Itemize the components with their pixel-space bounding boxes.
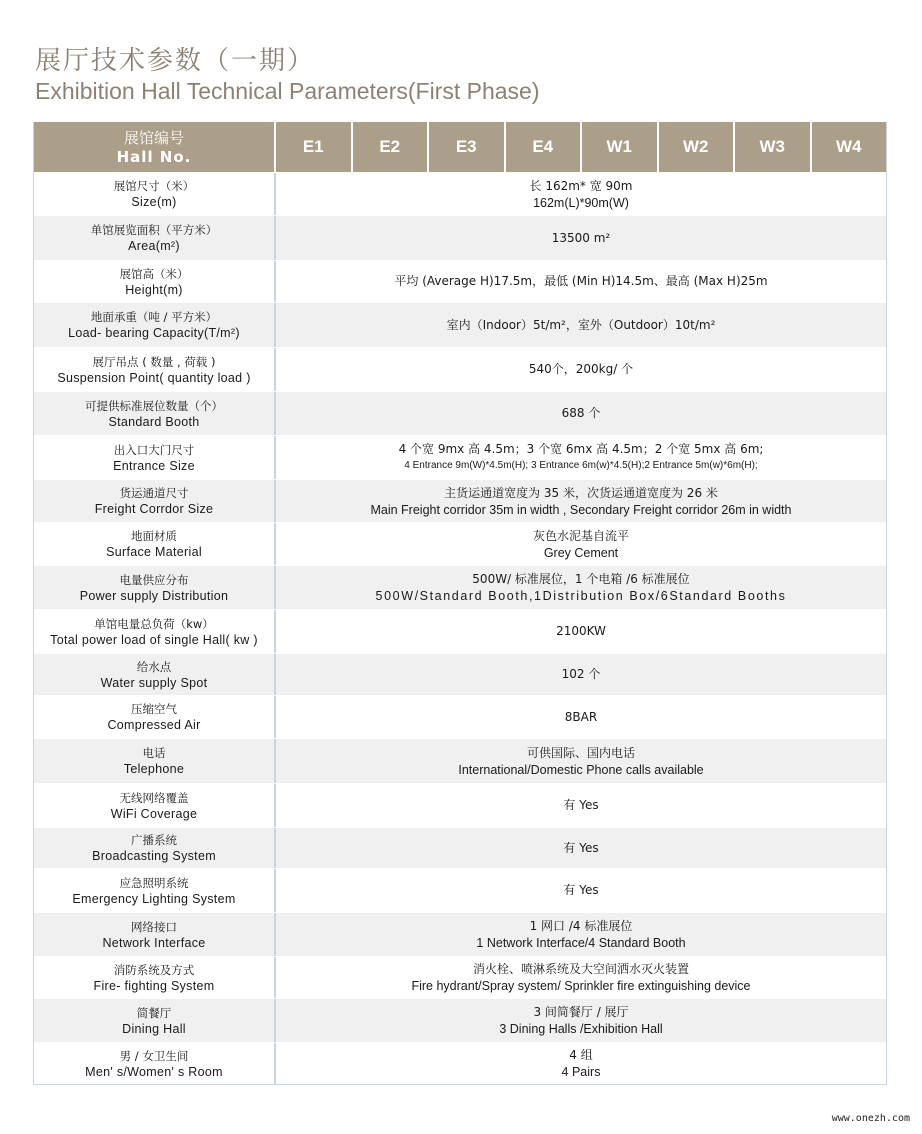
row-value-secondary: International/Domestic Phone calls available (458, 762, 704, 777)
row-value-primary: 2100KW (556, 624, 606, 638)
row-value (276, 523, 886, 565)
row-label (34, 999, 276, 1042)
row-label-cn: 货运通道尺寸 (119, 486, 189, 500)
row-value (276, 654, 886, 695)
table-row (34, 565, 886, 609)
row-label-cn: 电话 (142, 746, 166, 760)
row-value (276, 261, 886, 302)
row-value-primary: 500W/ 标准展位，1 个电箱 /6 标准展位 (472, 572, 690, 586)
row-value-primary: 4 个宽 9mx 高 4.5m；3 个宽 6mx 高 4.5m；2 个宽 5mx 高 6m; (398, 442, 764, 456)
row-value (276, 1043, 886, 1084)
row-label (34, 480, 276, 522)
row-label-cn: 单馆电量总负荷（kw） (94, 616, 214, 631)
row-value-secondary: 500W/Standard Booth,1Distribution Box/6Standard Booths (375, 589, 787, 603)
row-value-primary: 1 网口 /4 标准展位 (529, 919, 633, 933)
row-value-secondary: 1 Network Interface/4 Standard Booth (476, 936, 686, 950)
parameters-table (33, 122, 887, 1085)
row-value-primary: 有 Yes (563, 883, 599, 897)
row-label-en: Network Interface (102, 935, 206, 950)
row-value (276, 173, 886, 215)
hall-no-label-en: Hall No. (116, 147, 192, 166)
row-value (276, 436, 886, 479)
table-row (34, 435, 886, 479)
table-row (34, 695, 886, 738)
row-label-cn: 给水点 (136, 659, 172, 674)
row-label (34, 1043, 276, 1084)
row-value-primary: 消火栓、喷淋系统及大空间洒水灭火装置 (472, 962, 689, 976)
row-label (34, 566, 276, 609)
row-value-primary: 有 Yes (563, 798, 599, 812)
table-row (34, 783, 886, 827)
row-label (34, 739, 276, 783)
row-label-cn: 网络接口 (131, 919, 177, 934)
row-label (34, 392, 276, 435)
row-value-primary: 102 个 (561, 667, 601, 681)
row-value (276, 869, 886, 912)
row-value (276, 216, 886, 260)
table-header (34, 122, 886, 172)
table-row (34, 653, 886, 695)
row-value-secondary: 162m(L)*90m(W) (533, 195, 629, 210)
table-row (34, 912, 886, 956)
row-label-en: Water supply Spot (100, 675, 208, 690)
page-title-cn: 展厅技术参数（一期） (35, 46, 316, 76)
hall-column-e2: E2 (353, 122, 430, 172)
row-label (34, 348, 276, 391)
row-label-cn: 电量供应分布 (119, 572, 189, 587)
table-row (34, 347, 886, 391)
row-label-en: Telephone (123, 762, 185, 776)
hall-columns (276, 122, 886, 172)
row-label-en: Height(m) (125, 282, 183, 297)
table-row (34, 479, 886, 522)
hall-column-e4: E4 (506, 122, 583, 172)
row-value-secondary: 3 Dining Halls /Exhibition Hall (499, 1022, 663, 1036)
table-row (34, 998, 886, 1042)
hall-no-header (34, 122, 276, 172)
row-label-en: Size(m) (131, 195, 177, 209)
row-label-en: Suspension Point( quantity load ) (57, 370, 251, 385)
row-value-primary: 灰色水泥基自流平 (532, 528, 629, 543)
row-label-en: Dining Hall (122, 1021, 186, 1036)
row-label-en: Load- bearing Capacity(T/m²) (68, 326, 240, 340)
row-value (276, 392, 886, 435)
row-value-primary: 室内（Indoor）5t/m²，室外（Outdoor）10t/m² (446, 317, 716, 332)
row-value-secondary: 4 Pairs (561, 1065, 601, 1079)
row-value-primary: 主货运通道宽度为 35 米，次货运通道宽度为 26 米 (444, 485, 718, 500)
row-label-en: Men' s/Women' s Room (85, 1064, 223, 1079)
row-label-cn: 单馆展览面积（平方米） (90, 223, 218, 237)
row-label-cn: 消防系统及方式 (113, 962, 195, 977)
row-value (276, 696, 886, 738)
row-label (34, 654, 276, 695)
row-value (276, 957, 886, 998)
row-value-primary: 4 组 (569, 1048, 593, 1062)
table-body (34, 172, 886, 1084)
row-value-primary: 8BAR (564, 709, 598, 724)
hall-no-label-cn: 展馆编号 (123, 128, 184, 147)
table-row (34, 172, 886, 215)
row-label-en: Freight Corrdor Size (94, 502, 214, 516)
row-value (276, 348, 886, 391)
page-title-en: Exhibition Hall Technical Parameters(First Phase) (35, 78, 540, 104)
row-label-en: Surface Material (106, 545, 202, 559)
row-value (276, 828, 886, 868)
row-value-primary: 长 162m* 宽 90m (529, 178, 633, 193)
row-value-secondary: Fire hydrant/Spray system/ Sprinkler fire extinguishing device (411, 979, 751, 993)
row-value-secondary: Main Freight corridor 35m in width , Secondary Freight corridor 26m in width (370, 502, 792, 517)
table-row (34, 1042, 886, 1084)
row-value (276, 913, 886, 956)
hall-column-e3: E3 (429, 122, 506, 172)
table-row (34, 956, 886, 998)
row-label-en: Emergency Lighting System (72, 891, 236, 906)
row-label (34, 261, 276, 302)
row-value (276, 739, 886, 783)
row-label (34, 610, 276, 653)
table-row (34, 522, 886, 565)
table-row (34, 827, 886, 868)
row-value-secondary: Grey Cement (543, 545, 619, 560)
table-row (34, 609, 886, 653)
row-label-en: Broadcasting System (92, 849, 216, 863)
table-row (34, 215, 886, 260)
row-label (34, 303, 276, 347)
row-value-primary: 可供国际、国内电话 (526, 745, 635, 760)
row-label (34, 173, 276, 215)
row-label (34, 828, 276, 868)
row-label-cn: 压缩空气 (131, 702, 177, 716)
row-label (34, 784, 276, 827)
row-value (276, 566, 886, 609)
hall-column-w3: W3 (735, 122, 812, 172)
row-label-cn: 应急照明系统 (119, 875, 189, 890)
hall-column-e1: E1 (276, 122, 353, 172)
row-value-primary: 688 个 (561, 406, 601, 420)
row-label-cn: 展馆尺寸（米） (113, 179, 195, 193)
row-label (34, 696, 276, 738)
row-label-en: Entrance Size (113, 458, 195, 473)
row-label-cn: 出入口大门尺寸 (113, 442, 195, 457)
row-label-en: Area(m²) (128, 239, 180, 253)
table-row (34, 391, 886, 435)
row-label-cn: 男 / 女卫生间 (119, 1048, 189, 1063)
row-label (34, 957, 276, 998)
row-value (276, 999, 886, 1042)
row-value-primary: 3 间简餐厅 / 展厅 (533, 1005, 629, 1019)
row-value-secondary: 4 Entrance 9m(W)*4.5m(H); 3 Entrance 6m(w)*4.5(H);2 Entrance 5m(w)*6m(H); (404, 460, 758, 471)
table-row (34, 868, 886, 912)
row-label-en: Compressed Air (107, 718, 201, 732)
row-value-primary: 平均 (Average H)17.5m，最低 (Min H)14.5m、最高 (Max H)25m (394, 274, 768, 288)
row-label-en: WiFi Coverage (110, 806, 198, 821)
row-label-cn: 地面承重（吨 / 平方米） (90, 310, 218, 324)
row-value-primary: 540个，200kg/ 个 (528, 362, 634, 376)
row-label-cn: 展馆高（米） (119, 266, 189, 281)
row-label-cn: 广播系统 (131, 833, 177, 847)
row-label-cn: 无线网络覆盖 (119, 790, 189, 805)
table-row (34, 260, 886, 302)
row-value (276, 784, 886, 827)
row-label-cn: 可提供标准展位数量（个） (85, 398, 223, 413)
row-label-en: Standard Booth (108, 414, 200, 429)
row-value-primary: 13500 m² (551, 230, 611, 245)
row-label-cn: 简餐厅 (136, 1005, 172, 1020)
row-value-primary: 有 Yes (563, 840, 599, 855)
hall-column-w4: W4 (836, 137, 862, 156)
footer-url: www.onezh.com (831, 1113, 910, 1124)
row-value (276, 610, 886, 653)
row-value (276, 303, 886, 347)
row-label (34, 216, 276, 260)
row-label (34, 869, 276, 912)
row-label-cn: 展厅吊点 ( 数量 , 荷载 ) (92, 354, 216, 369)
row-label-en: Fire- fighting System (93, 978, 215, 993)
row-label-en: Total power load of single Hall( kw ) (50, 632, 258, 647)
table-row (34, 302, 886, 347)
hall-column-w1: W1 (582, 122, 659, 172)
row-label-en: Power supply Distribution (79, 588, 229, 603)
row-value (276, 480, 886, 522)
row-label (34, 436, 276, 479)
hall-column-w2: W2 (659, 122, 736, 172)
row-label-cn: 地面材质 (131, 529, 177, 543)
row-label (34, 913, 276, 956)
row-label (34, 523, 276, 565)
table-row (34, 738, 886, 783)
